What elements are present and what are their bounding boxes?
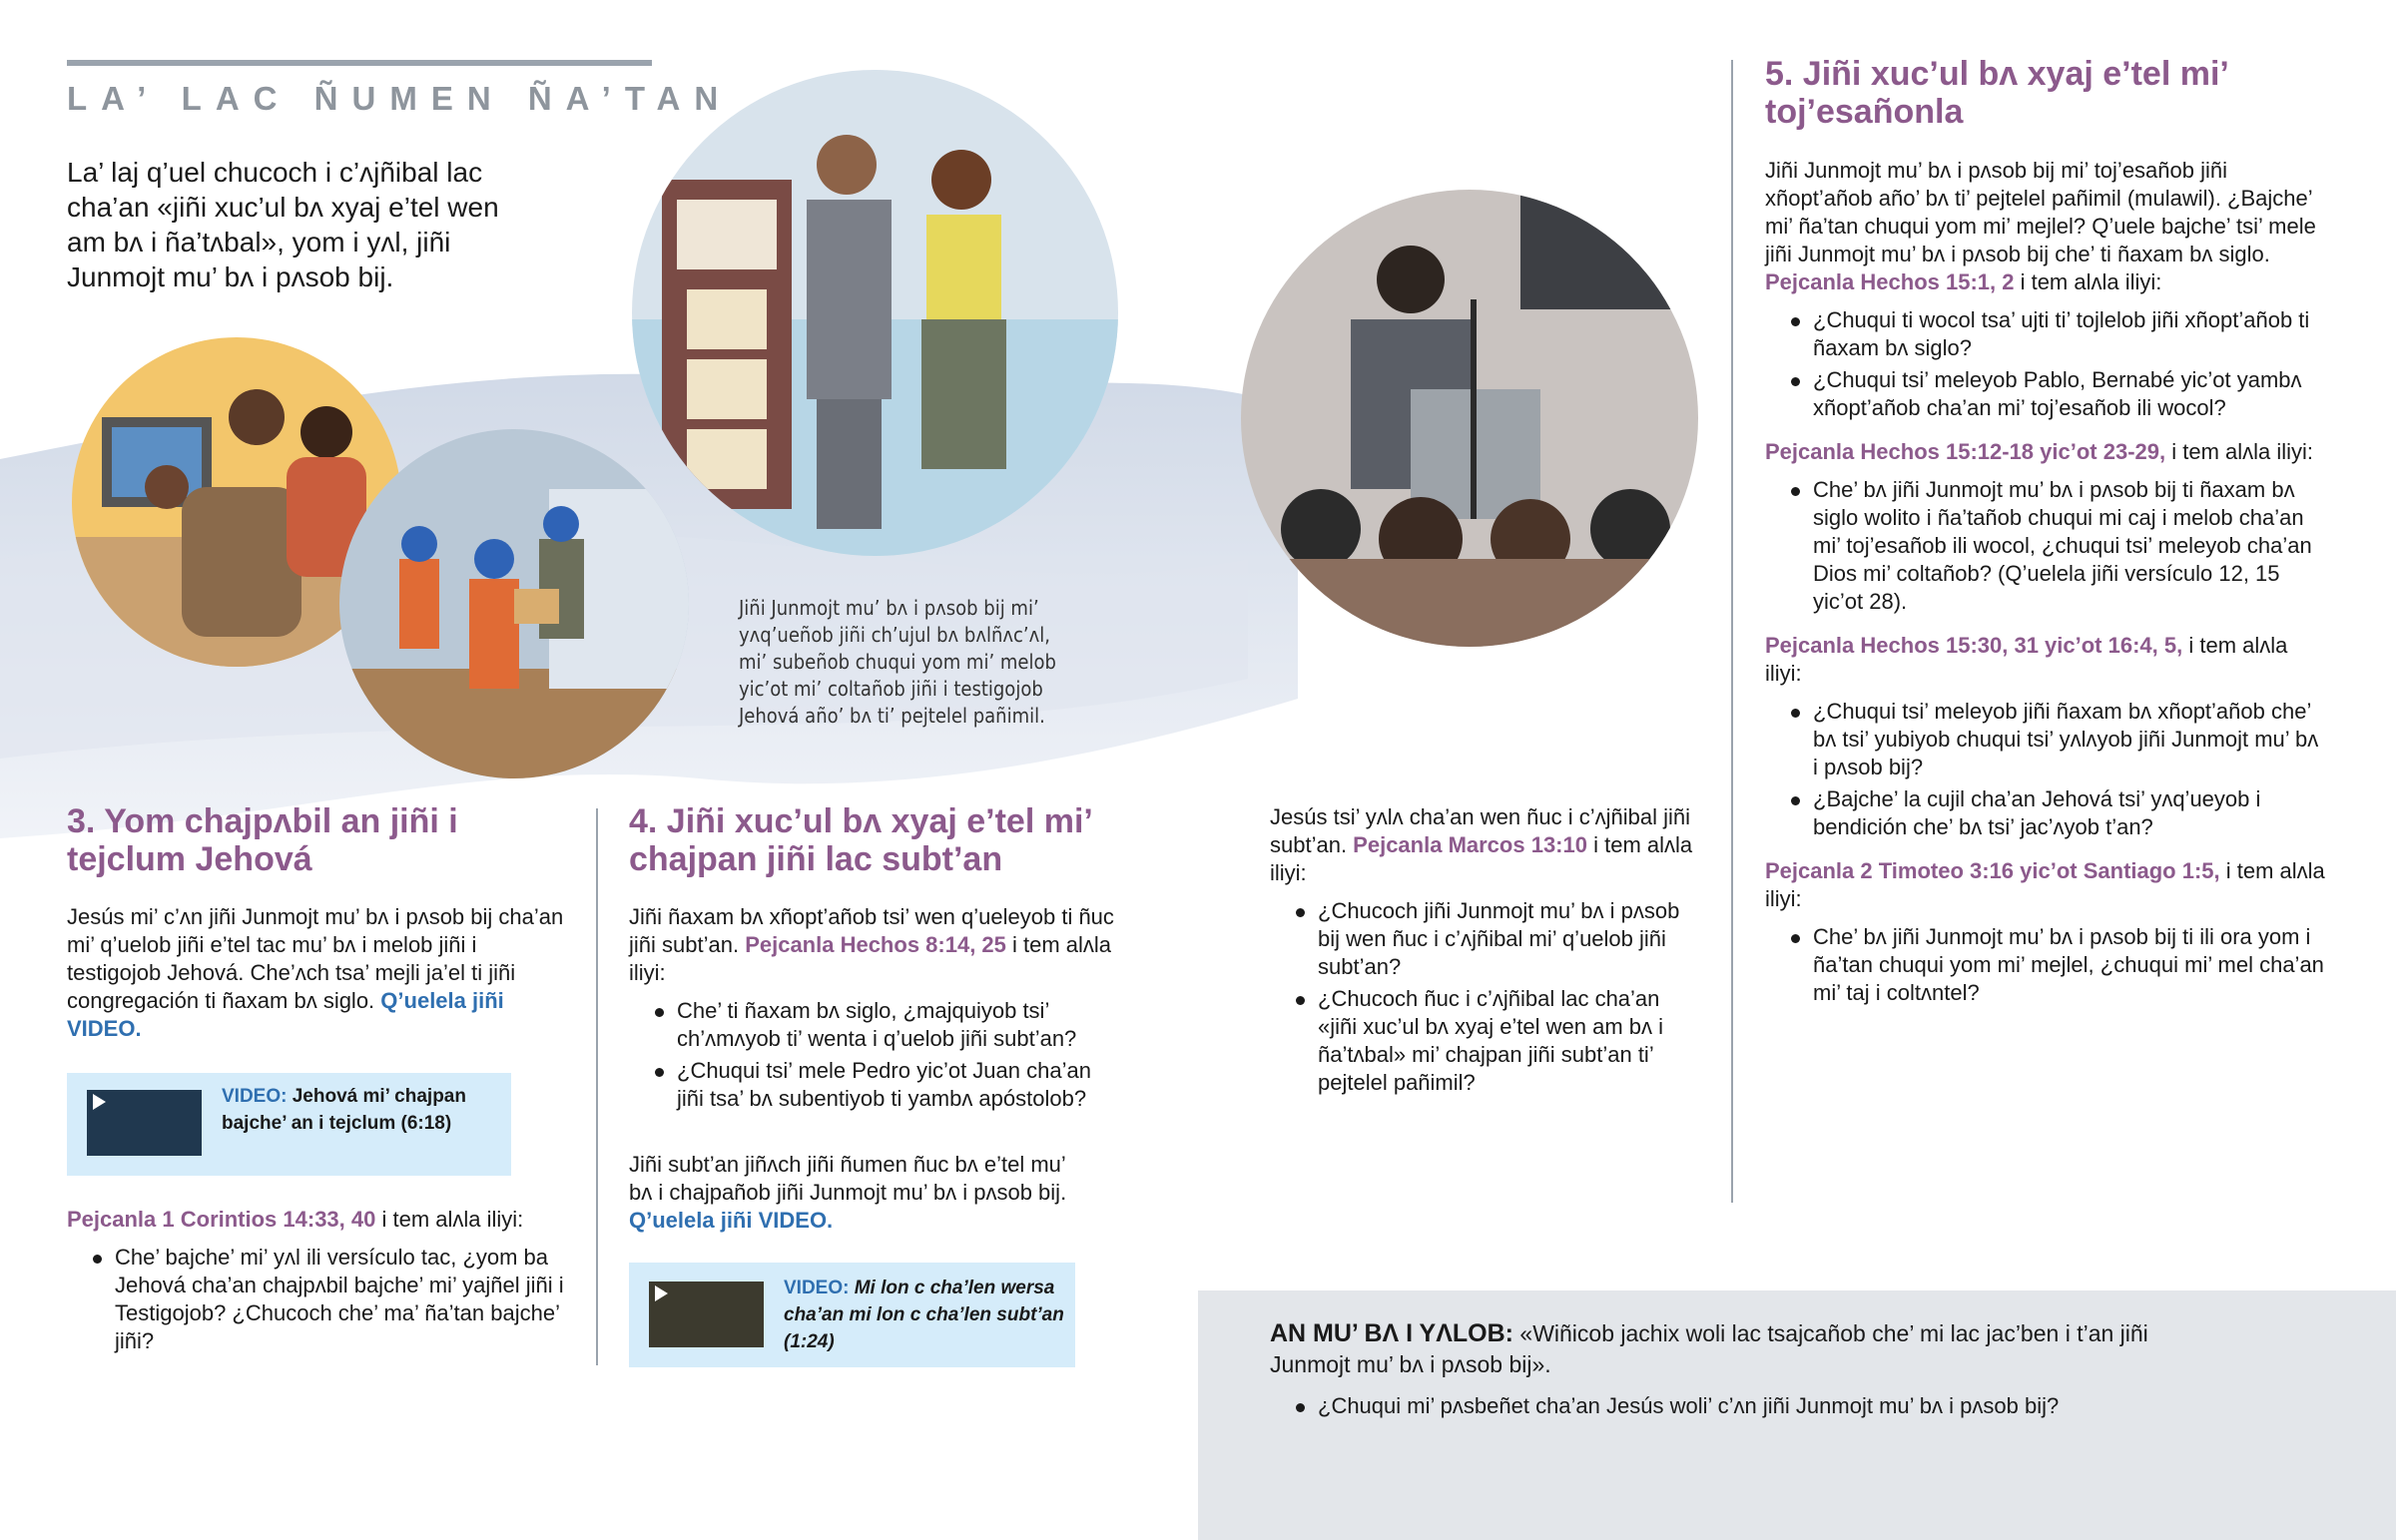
question-item: ¿Chuqui tsi’ mele Pedro yic’ot Juan cha’an jiñi tsa’ bʌ subentiyob ti yambʌ apóstolob? [677,1057,1118,1113]
scripture-ref[interactable]: Pejcanla Hechos 8:14, 25 [745,932,1006,957]
play-icon [93,1094,106,1110]
section-5-questions-1 [1765,306,2329,422]
video-title-text: Jehová mi’ chajpan bajche’ an i tejclum (6:18) [222,1086,466,1134]
section-3-video-title [222,1083,501,1137]
column-divider [1731,60,1733,1203]
video-thumbnail[interactable] [87,1090,202,1156]
section-3-video-link[interactable]: Q’uelela jiñi VIDEO. [67,988,504,1041]
section-3-read [67,1206,566,1359]
section-4-heading: 4. Jiñi xuc’ul bʌ xyaj e’tel mi’ chajpan jiñi lac subt’an [629,802,1091,878]
section-4-video-title [784,1275,1068,1355]
read-suffix: i tem alʌla iliyi: [2014,269,2162,294]
section-3-body [67,903,566,1043]
section-5-read-3 [1765,632,2329,688]
section-4-text: Jiñi ñaxam bʌ xñopt’añob tsi’ wen q’ueleyob ti ñuc jiñi subt’an. [629,904,1114,957]
question-item: ¿Bajche’ la cujil cha’an Jehová tsi’ yʌq’ueyob i bendición che’ bʌ tsi’ jac’ʌyob t’an? [1813,785,2329,841]
read-suffix: i tem alʌla iliyi: [629,932,1112,985]
section-mid-body [1270,803,1699,1101]
kicker-heading: LA’ LAC ÑUMEN ÑA’TAN [67,80,733,117]
section-4-questions [629,997,1118,1113]
video-key: VIDEO: [784,1278,850,1298]
question-item: Che’ bajche’ mi’ yʌl ili versículo tac, ¿yom ba Jehová cha’an chajpʌbil bajche’ mi’ yajñel jiñi i Testigojob? ¿Chucoch che’ ma’ ña’tan bajche’ jiñi? [115,1244,566,1355]
summary-questions [1270,1392,2216,1424]
read-suffix: i tem alʌla iliyi: [1270,832,1693,885]
play-icon [655,1285,668,1301]
section-5-questions-2 [1765,476,2329,616]
question-item: Che’ ti ñaxam bʌ siglo, ¿majquiyob tsi’ ch’ʌmʌyob ti’ wenta i q’uelob jiñi subt’an? [677,997,1118,1053]
volunteers-loading-boxes-photo [339,429,689,778]
question-item: ¿Chucoch ñuc i c’ʌjñibal lac cha’an «jiñi xuc’ul bʌ xyaj e’tel wen am bʌ i ña’tʌbal» mi’ chajpan jiñi subt’an ti’ pejtelel pañimil? [1318,985,1699,1097]
section-5-heading: 5. Jiñi xuc’ul bʌ xyaj e’tel mi’ toj’esañonla [1765,55,2227,131]
column-divider [596,808,598,1365]
section-4-text-2: Jiñi subt’an jiñʌch jiñi ñumen ñuc bʌ e’tel mu’ bʌ i chajpañob jiñi Junmojt mu’ bʌ i pʌsob bij. [629,1152,1067,1205]
question-item: ¿Chuqui ti wocol tsa’ ujti ti’ tojlelob jiñi xñopt’añob ti ñaxam bʌ siglo? [1813,306,2329,362]
summary-box [1198,1290,2396,1540]
scripture-ref[interactable]: Pejcanla 1 Corintios 14:33, 40 [67,1207,376,1232]
kicker-rule [67,60,652,66]
scripture-ref[interactable]: Pejcanla Hechos 15:12-18 yic’ot 23-29, [1765,439,2166,464]
section-mid-questions [1270,897,1699,1097]
section-3-text: Jesús mi’ c’ʌn jiñi Junmojt mu’ bʌ i pʌsob bij cha’an mi’ q’uelob jiñi e’tel tac mu’ bʌ i melob jiñi i testigojob Jehová. Che’ʌch tsa’ mejli ja’el ti jiñi congregación ti ñaxam bʌ siglo. [67,904,564,1013]
section-mid-text: Jesús tsi’ yʌlʌ cha’an wen ñuc i c’ʌjñibal jiñi subt’an. [1270,804,1691,857]
section-5-read-4 [1765,857,2329,913]
scripture-ref[interactable]: Pejcanla Marcos 13:10 [1353,832,1587,857]
section-4-video-link[interactable]: Q’uelela jiñi VIDEO. [629,1208,834,1233]
section-5-body [1765,157,2329,1011]
question-item: ¿Chuqui tsi’ meleyob Pablo, Bernabé yic’ot yambʌ xñopt’añob cha’an mi’ toj’esañob ili wocol? [1813,366,2329,422]
section-3-video-box[interactable] [67,1073,511,1176]
scripture-ref[interactable]: Pejcanla Hechos 15:1, 2 [1765,269,2015,294]
question-item: Che’ bʌ jiñi Junmojt mu’ bʌ i pʌsob bij ti ñaxam bʌ siglo wolito i ña’tañob chuqui mi caj i melob cha’an mi’ toj’esañob ili wocol, ¿chuqui tsi’ meleyob cha’an Dios mi’ coltañob? (Q’uelela jiñi versículo 12, 15 yic’ot 28). [1813,476,2329,616]
photo-caption: Jiñi Junmojt mu’ bʌ i pʌsob bij mi’ yʌq’ueñob jiñi ch’ujul bʌ bʌlñʌc’ʌl, mi’ subeñob chuqui yom mi’ melob yic’ot mi’ coltañob jiñi i testigojob Jehová año’ bʌ ti’ pejtelel pañimil. [739,596,1056,728]
question-item: ¿Chuqui mi’ pʌsbeñet cha’an Jesús woli’ c’ʌn jiñi Junmojt mu’ bʌ i pʌsob bij? [1318,1392,2216,1420]
question-item: ¿Chucoch jiñi Junmojt mu’ bʌ i pʌsob bij wen ñuc i c’ʌjñibal mi’ q’uelob jiñi subt’an? [1318,897,1699,981]
section-3-heading: 3. Yom chajpʌbil an jiñi i tejclum Jehová [67,802,458,878]
section-4-video-box[interactable] [629,1263,1075,1367]
scripture-ref[interactable]: Pejcanla 2 Timoteo 3:16 yic’ot Santiago 1:5, [1765,858,2220,883]
section-5-read-2 [1765,438,2329,466]
couple-with-literature-cart-photo [632,70,1118,556]
speaker-at-podium-photo [1241,190,1698,647]
question-item: ¿Chuqui tsi’ meleyob jiñi ñaxam bʌ xñopt’añob che’ bʌ tsi’ yubiyob chuqui tsi’ yʌlʌyob jiñi Junmojt mu’ bʌ i pʌsob bij? [1813,698,2329,781]
read-suffix: i tem alʌla iliyi: [1765,858,2325,911]
video-title-text: Mi lon c cha’len wersa cha’an mi lon c cha’len subt’an (1:24) [784,1278,1064,1352]
section-5-questions-4 [1765,923,2329,1007]
question-item: Che’ bʌ jiñi Junmojt mu’ bʌ i pʌsob bij ti ili ora yom i ña’tan chuqui yom mi’ mejlel, ¿chuqui mi’ mel cha’an mi’ taj i coltʌntel? [1813,923,2329,1007]
summary-lead: AN MU’ BɅ I YɅLOB: [1270,1319,1514,1347]
read-suffix: i tem alʌla iliyi: [375,1207,524,1232]
read-suffix: i tem alʌla iliyi: [2165,439,2314,464]
read-suffix: i tem alʌla iliyi: [1765,633,2288,686]
section-4-body [629,903,1118,1117]
section-5-questions-3 [1765,698,2329,841]
section-4-body-2 [629,1151,1078,1235]
intro-text: La’ laj q’uel chucoch i c’ʌjñibal lac cha’an «jiñi xuc’ul bʌ xyaj e’tel wen am bʌ i ña’tʌbal», yom i yʌl, jiñi Junmojt mu’ bʌ i pʌsob bij. [67,157,499,292]
section-3-questions [67,1244,566,1355]
summary-statement [1270,1318,2168,1380]
scripture-ref[interactable]: Pejcanla Hechos 15:30, 31 yic’ot 16:4, 5, [1765,633,2183,658]
video-key: VIDEO: [222,1086,288,1107]
video-thumbnail[interactable] [649,1282,764,1347]
summary-quote: «Wiñicob jachix woli lac tsajcañob che’ mi lac jac’ben i t’an jiñi Junmojt mu’ bʌ i pʌsob bij». [1270,1320,2148,1377]
section-5-text: Jiñi Junmojt mu’ bʌ i pʌsob bij mi’ toj’esañob jiñi xñopt’añob año’ bʌ ti’ pejtelel pañimil (mulawil). ¿Bajche’ mi’ ña’tan chuqui yom mi’ mejlel? Q’uele bajche’ tsi’ mele jiñi Junmojt mu’ bʌ i pʌsob bij che’ ti ñaxam bʌ siglo. [1765,158,2316,266]
